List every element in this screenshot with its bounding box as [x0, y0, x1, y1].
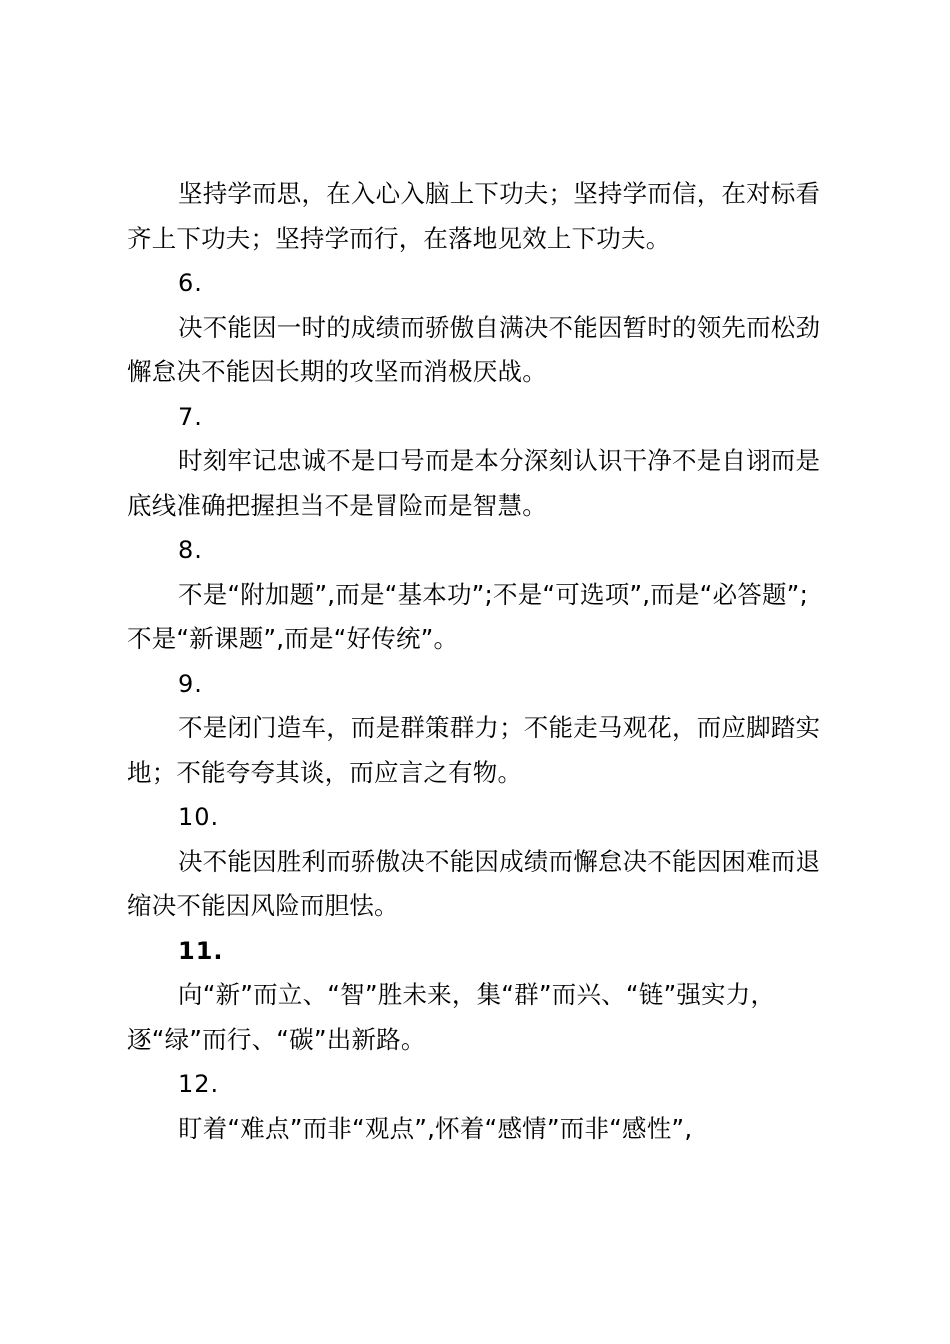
- document-body: [127, 172, 827, 1151]
- paragraph-8: 不是“附加题”,而是“基本功”;不是“可选项”,而是“必答题”;不是“新课题”,而是“好传统”。: [127, 579, 809, 653]
- item-number-10: 10.: [178, 803, 220, 831]
- item-number-12: 12.: [178, 1070, 220, 1098]
- item-number-8: 8.: [178, 536, 203, 564]
- paragraph-10: 决不能因胜利而骄傲决不能因成绩而懈怠决不能因困难而退缩决不能因风险而胆怯。: [127, 846, 821, 920]
- paragraph-1: 坚持学而思，在入心入脑上下功夫；坚持学而信，在对标看齐上下功夫；坚持学而行，在落地见效上下功夫。: [127, 179, 821, 253]
- paragraph-11: 向“新”而立、“智”胜未来，集“群”而兴、“链”强实力，逐“绿”而行、“碳”出新路。: [127, 980, 776, 1054]
- item-number-7: 7.: [178, 402, 203, 431]
- item-number-9: 9.: [178, 669, 203, 698]
- paragraph-12: 盯着“难点”而非“观点”,怀着“感情”而非“感性”,: [178, 1113, 693, 1143]
- paragraph-7: 时刻牢记忠诚不是口号而是本分深刻认识干净不是自诩而是底线准确把握担当不是冒险而是智慧。: [127, 446, 821, 520]
- item-number-6: 6.: [178, 269, 203, 297]
- paragraph-6: 决不能因一时的成绩而骄傲自满决不能因暂时的领先而松劲懈怠决不能因长期的攻坚而消极厌战。: [127, 312, 821, 386]
- paragraph-9: 不是闭门造车，而是群策群力；不能走马观花，而应脚踏实地；不能夸夸其谈，而应言之有物。: [127, 713, 821, 787]
- item-number-11: 11.: [178, 936, 224, 965]
